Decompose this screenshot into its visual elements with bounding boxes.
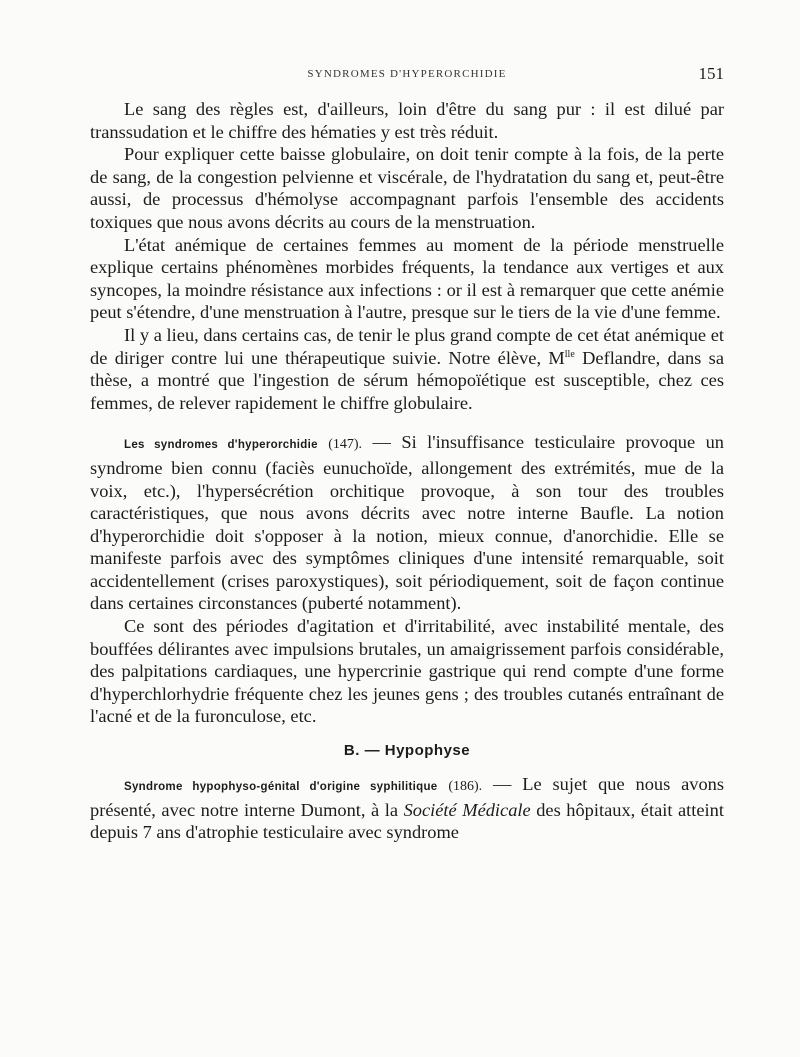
- page-number: 151: [698, 64, 724, 83]
- section-heading: B. — Hypophyse: [343, 742, 471, 760]
- paragraph-syndrome-italic: Société Médicale: [403, 799, 531, 820]
- reference-147: (147).: [328, 437, 363, 453]
- paragraph-3: L'état anémique de certaines femmes au moment de la période menstruelle explique certains phénomènes morbides fréquents, la tendance aux vertiges et aux syncopes, la moindre résistance aux infections : or il est à remarquer que cette anémie peut s'étendre, d'une menstruation à l'autre, presque sur le tiers de la vie d'une femme.: [90, 234, 724, 323]
- paragraph-syndrome: [90, 773, 724, 844]
- paragraph-1: Le sang des règles est, d'ailleurs, loin d'être du sang pur : il est dilué par transsudation et le chiffre des hématies y est très réduit.: [90, 99, 724, 142]
- paragraph-4-superscript: lle: [564, 348, 575, 360]
- paragraph-6: Ce sont des périodes d'agitation et d'irritabilité, avec instabilité mentale, des bouffées délirantes avec impulsions brutales, un amaigrissement parfois considérable, des palpitations cardiaques, une hypercrinie gastrique qui rend compte d'une forme d'hyperchlorhydrie fréquente chez les jeunes gens ; des troubles cutanés entraînant de l'acné et de la furonculose, etc.: [90, 616, 724, 727]
- running-head: [90, 62, 724, 92]
- paragraph-2: Pour expliquer cette baisse globulaire, on doit tenir compte à la fois, de la perte de sang, de la congestion pelvienne et viscérale, de l'hydratation du sang et, peut-être aussi, de processus d'hémolyse accompagnant parfois l'ensemble des accidents toxiques que nous avons décrits au cours de la menstruation.: [90, 144, 724, 232]
- running-title: SYNDROMES D'HYPERORCHIDIE: [307, 68, 507, 80]
- paragraph-syndrome-text-a: — Le sujet que nous avons présenté, avec notre interne Dumont, à la: [90, 774, 724, 820]
- paragraph-hyperorchidie-text: — Si l'insuffisance testiculaire provoque un syndrome bien connu (faciès eunuchoïde, allongement des extrémités, mue de la voix, etc.), l'hypersécrétion orchitique provoque, à son tour des troubles caractéristiques, que nous avons décrits avec notre interne Baufle. La notion d'hyperorchidie doit s'opposer à la notion, mieux connue, d'anorchidie. Elle se manifeste parfois avec des symptômes cliniques d'une intensité remarquable, soit accidentellement (crises paroxystiques), soit périodiquement, soit de façon continue dans certaines circonstances (puberté notamment).: [90, 432, 724, 614]
- reference-186: (186).: [448, 779, 483, 795]
- page: [90, 62, 724, 844]
- paragraph-syndrome-text-b: des hôpitaux, était atteint depuis 7 ans d'atrophie testiculaire avec syndrome: [90, 799, 724, 843]
- runin-heading-hyperorchidie: Les syndromes d'hyperorchidie: [124, 439, 318, 452]
- paragraph-4-text-a: Il y a lieu, dans certains cas, de tenir le plus grand compte de cet état anémique et de diriger contre lui une thérapeutique suivie. Notre élève, M: [90, 324, 724, 368]
- runin-heading-syndrome: Syndrome hypophyso-génital d'origine syphilitique: [124, 781, 438, 794]
- paragraph-4: [90, 324, 724, 414]
- paragraph-4-text-b: Deflandre, dans sa thèse, a montré que l'ingestion de sérum hémopoïétique est susceptible, chez ces femmes, de relever rapidement le chiffre globulaire.: [90, 347, 724, 413]
- paragraph-hyperorchidie: [90, 431, 724, 615]
